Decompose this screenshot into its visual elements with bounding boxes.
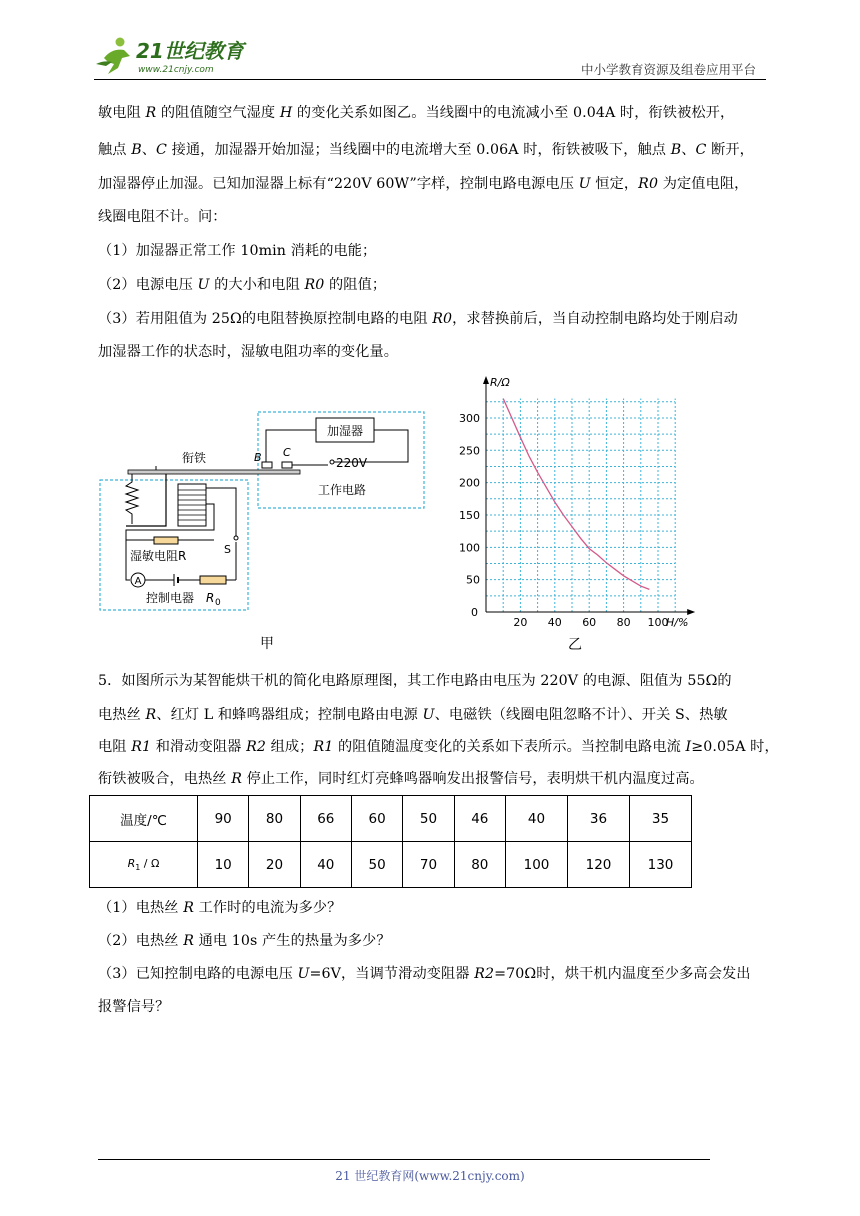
armature-bar [128, 470, 300, 474]
q5-line2: 电热丝 R、红灯 L 和蜂鸣器组成；控制电路由电源 U、电磁铁（线圈电阻忽略不计）、开关 S、热敏 [98, 707, 728, 723]
fig-jia-caption: 甲 [260, 636, 274, 652]
platform-name: 中小学教育资源及组卷应用平台 [580, 62, 756, 77]
table-header-resistance: $R_1$ / Ω [90, 842, 198, 888]
x-tick-label: 80 [616, 616, 631, 629]
runner-icon [96, 38, 130, 75]
x-tick-label: 20 [513, 616, 528, 629]
x-tick-label: 100 [647, 616, 669, 629]
logo-url: www.21cnjy.com [138, 65, 214, 75]
q5-sub3-line1: （3）已知控制电路的电源电压 U=6V，当调节滑动变阻器 R2=70Ω时，烘干机内温度至少多高会发出 [98, 966, 751, 982]
q4-sub2: （2）电源电压 U 的大小和电阻 R0 的阻值； [98, 277, 387, 293]
control-label: 控制电器 [146, 591, 195, 605]
site-logo [94, 34, 264, 80]
contact-c-label: C [283, 446, 291, 459]
table-header-temperature: 温度/℃ [90, 796, 198, 842]
r0-sub: 0 [215, 598, 221, 608]
table-cell: 120 [568, 842, 630, 888]
table-cell: 40 [300, 842, 351, 888]
contact-b [262, 462, 272, 468]
q5-sub1: （1）电热丝 R 工作时的电流为多少？ [98, 900, 342, 916]
table-cell: 60 [351, 796, 402, 842]
table-cell: 36 [568, 796, 630, 842]
table-cell: 70 [403, 842, 454, 888]
table-cell: 80 [454, 842, 505, 888]
table-cell: 50 [403, 796, 454, 842]
y-tick-label: 250 [459, 444, 480, 458]
y-tick-label: 150 [459, 508, 480, 522]
switch-label: S [224, 543, 231, 556]
q4-intro-line1: 敏电阻 R 的阻值随空气湿度 H 的变化关系如图乙。当线圈中的电流减小至 0.04A 时，衔铁被松开， [98, 105, 735, 121]
q4-intro-line3: 加湿器停止加湿。已知加湿器上标有“220V 60W”字样，控制电路电源电压 U 恒定，R0 为定值电阻， [98, 176, 749, 192]
terminal-icon [330, 460, 334, 464]
table-cell: 130 [630, 842, 692, 888]
fig-yi-caption: 乙 [568, 637, 582, 653]
origin-label: 0 [471, 606, 478, 619]
q4-sub3-line1: （3）若用阻值为 25Ω的电阻替换原控制电路的电阻 R0，求替换前后，当自动控制电路均处于刚启动 [98, 311, 738, 327]
table-cell: 10 [198, 842, 249, 888]
table-cell: 20 [249, 842, 300, 888]
humidity-sensor-icon [154, 537, 178, 544]
work-wire-left [266, 430, 316, 462]
x-tick-label: 40 [547, 616, 562, 629]
q4-sub1: （1）加湿器正常工作 10min 消耗的电能； [98, 243, 377, 259]
ammeter-label: A [134, 576, 142, 587]
armature-label: 衔铁 [182, 451, 207, 465]
x-axis-label: H/% [666, 616, 689, 629]
r0-resistor-icon [200, 576, 226, 584]
q5-sub3-line2: 报警信号？ [98, 999, 170, 1015]
x-axis-arrow-icon [687, 609, 695, 615]
q5-line3: 电阻 R1 和滑动变阻器 R2 组成；R1 的阻值随温度变化的关系如下表所示。当控制电路电流 I≥0.05A 时， [98, 739, 779, 755]
r0-label: R [206, 591, 215, 605]
humidity-resistance-chart [450, 372, 710, 634]
resistance-table [89, 795, 692, 888]
y-tick-label: 50 [466, 573, 480, 587]
q5-sub2: （2）电热丝 R 通电 10s 产生的热量为多少？ [98, 933, 391, 949]
table-cell: 50 [351, 842, 402, 888]
table-cell: 80 [249, 796, 300, 842]
contact-c [282, 462, 292, 468]
table-cell: 90 [198, 796, 249, 842]
q4-sub3-line2: 加湿器工作的状态时，湿敏电阻功率的变化量。 [98, 344, 399, 360]
logo-text: 21世纪教育 [136, 39, 244, 63]
voltage-label: 220V [336, 456, 368, 470]
work-circuit-label: 工作电路 [318, 483, 367, 497]
q4-intro-line4: 线圈电阻不计。问： [98, 209, 227, 225]
q5-line1: 5．如图所示为某智能烘干机的简化电路原理图，其工作电路由电压为 220V 的电源、阻值为 55Ω的 [98, 673, 732, 689]
spring-icon [126, 474, 138, 524]
circuit-diagram [96, 404, 428, 614]
header-rule [94, 79, 766, 80]
y-axis-arrow-icon [483, 376, 489, 384]
control-wire-2 [206, 488, 236, 536]
table-cell: 100 [506, 842, 568, 888]
humidifier-label: 加湿器 [326, 424, 364, 438]
sensor-label: 湿敏电阻R [130, 549, 187, 563]
table-cell: 66 [300, 796, 351, 842]
y-tick-label: 300 [459, 411, 480, 425]
y-tick-label: 200 [459, 476, 480, 490]
q5-line4: 衔铁被吸合，电热丝 R 停止工作，同时红灯亮蜂鸣器响发出报警信号，表明烘干机内温度过高。 [98, 771, 704, 787]
resistance-curve [503, 399, 649, 590]
q4-intro-line2: 触点 B、C 接通，加湿器开始加湿；当线圈中的电流增大至 0.06A 时，衔铁被吸下，触点 B、C 断开， [98, 142, 754, 158]
table-cell: 40 [506, 796, 568, 842]
table-cell: 46 [454, 796, 505, 842]
switch-icon [234, 536, 238, 540]
x-tick-label: 60 [582, 616, 597, 629]
y-tick-label: 100 [459, 541, 480, 555]
y-axis-label: R/Ω [490, 376, 510, 389]
table-cell: 35 [630, 796, 692, 842]
contact-b-label: B [254, 451, 262, 464]
table-row-resistance [90, 842, 692, 888]
table-row-temperature [90, 796, 692, 842]
footer-rule [98, 1159, 710, 1160]
footer-text: 21 世纪教育网(www.21cnjy.com) [335, 1169, 525, 1183]
